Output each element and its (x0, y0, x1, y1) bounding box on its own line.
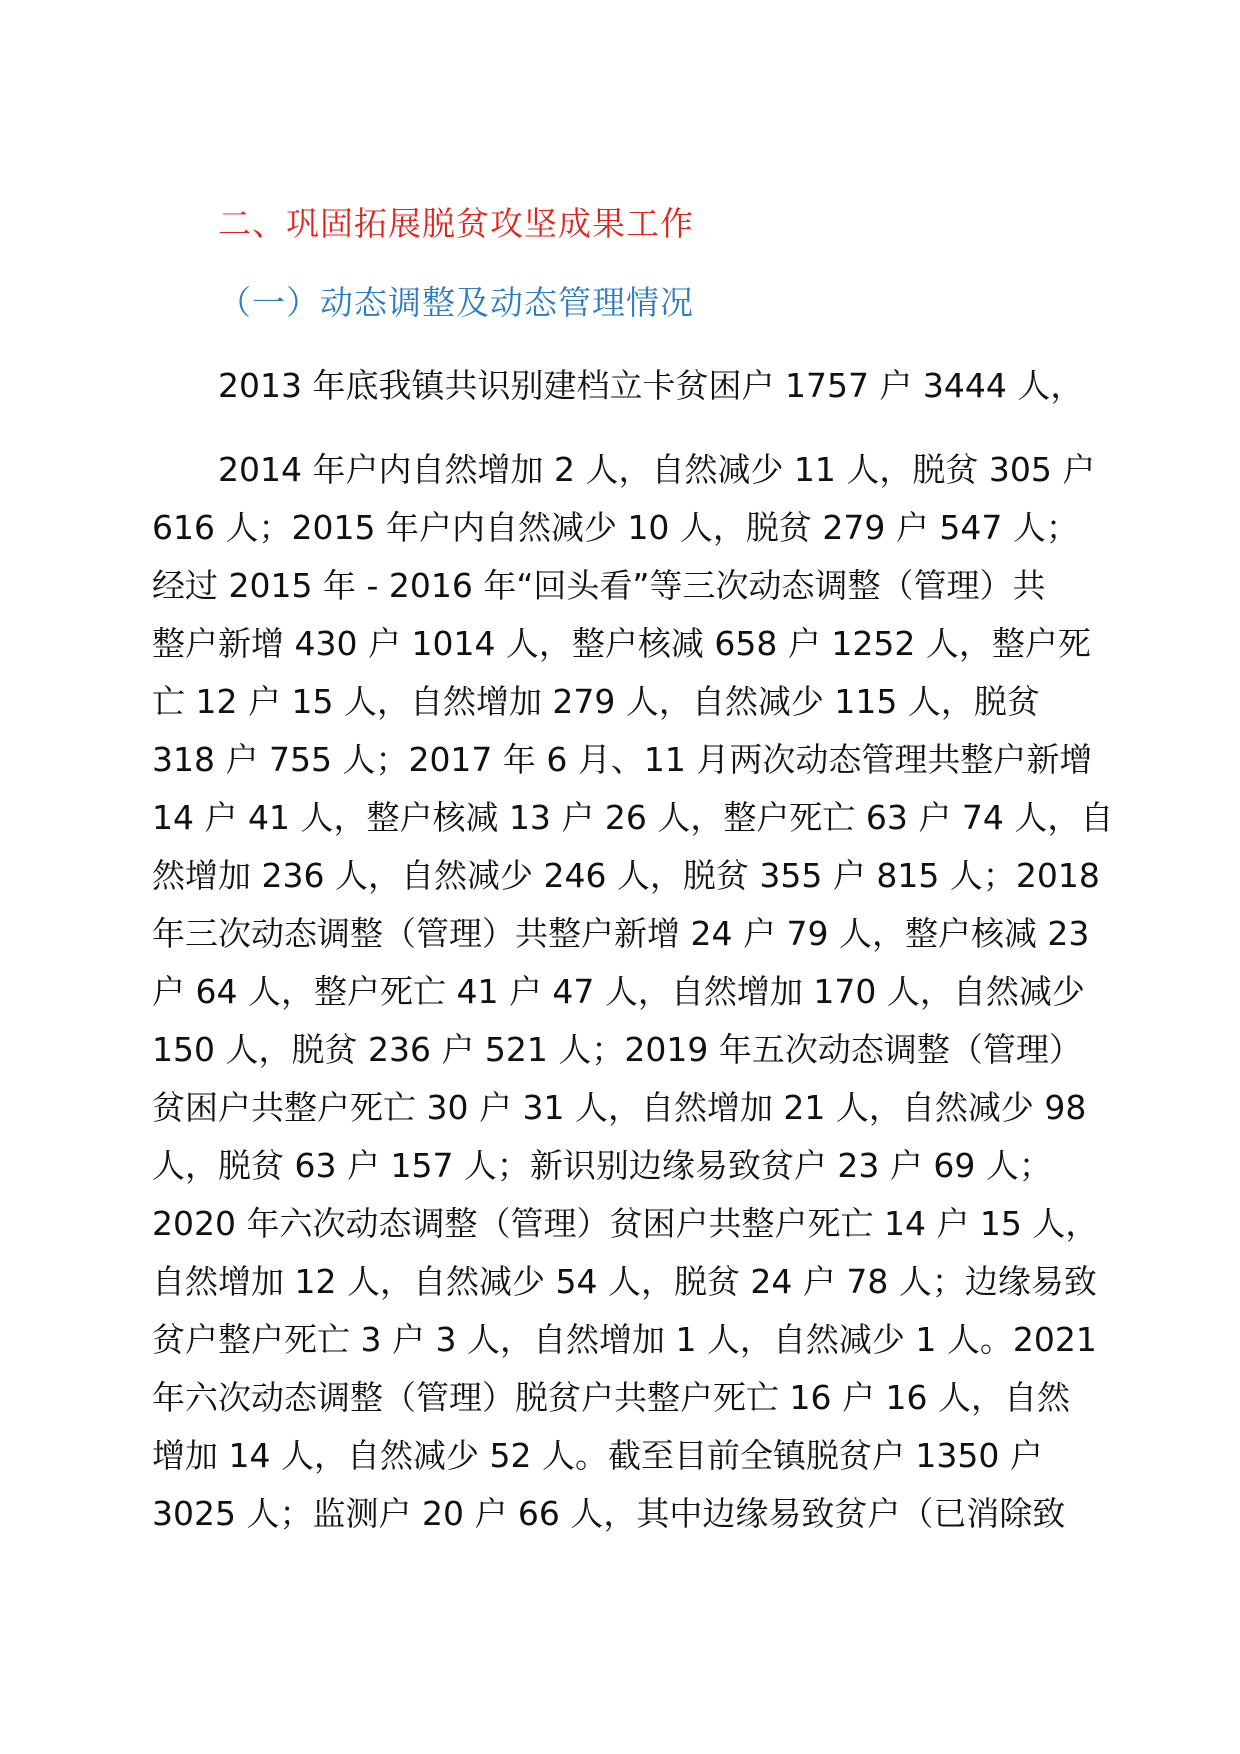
paragraph-line: 人，脱贫 63 户 157 人；新识别边缘易致贫户 23 户 69 人； (152, 1146, 1052, 1185)
paragraph-line: 616 人；2015 年户内自然减少 10 人，脱贫 279 户 547 人； (152, 508, 1079, 547)
paragraph-line: 经过 2015 年 - 2016 年“回头看”等三次动态调整（管理）共 (152, 566, 1046, 605)
paragraph-line: 年六次动态调整（管理）脱贫户共整户死亡 16 户 16 人，自然 (152, 1378, 1070, 1417)
paragraph-intro: 2013 年底我镇共识别建档立卡贫困户 1757 户 3444 人， (218, 366, 1084, 405)
paragraph-line: 增加 14 人，自然减少 52 人。截至目前全镇脱贫户 1350 户 (152, 1436, 1043, 1475)
paragraph-line: 自然增加 12 人，自然减少 54 人，脱贫 24 户 78 人；边缘易致 (152, 1262, 1097, 1301)
paragraph-line: 年三次动态调整（管理）共整户新增 24 户 79 人，整户核减 23 (152, 914, 1090, 953)
paragraph-line: 14 户 41 人，整户核减 13 户 26 人，整户死亡 63 户 74 人，自 (152, 798, 1114, 837)
paragraph-line: 然增加 236 人，自然减少 246 人，脱贫 355 户 815 人；2018 (152, 856, 1100, 895)
subsection-heading: （一）动态调整及动态管理情况 (218, 283, 694, 322)
paragraph-line: 3025 人；监测户 20 户 66 人，其中边缘易致贫户（已消除致 (152, 1494, 1066, 1533)
paragraph-line: 2014 年户内自然增加 2 人，自然减少 11 人，脱贫 305 户 (152, 450, 1096, 489)
paragraph-line: 亡 12 户 15 人，自然增加 279 人，自然减少 115 人，脱贫 (152, 682, 1040, 721)
paragraph-line: 150 人，脱贫 236 户 521 人；2019 年五次动态调整（管理） (152, 1030, 1082, 1069)
paragraph-body (152, 441, 1114, 1543)
paragraph-line: 318 户 755 人；2017 年 6 月、11 月两次动态管理共整户新增 (152, 740, 1093, 779)
paragraph-line: 2020 年六次动态调整（管理）贫困户共整户死亡 14 户 15 人， (152, 1204, 1099, 1243)
paragraph-line: 贫户整户死亡 3 户 3 人，自然增加 1 人，自然减少 1 人。2021 (152, 1320, 1097, 1359)
paragraph-line: 贫困户共整户死亡 30 户 31 人，自然增加 21 人，自然减少 98 (152, 1088, 1087, 1127)
paragraph-line: 户 64 人，整户死亡 41 户 47 人，自然增加 170 人，自然减少 (152, 972, 1085, 1011)
section-heading: 二、巩固拓展脱贫攻坚成果工作 (218, 204, 694, 243)
paragraph-line: 整户新增 430 户 1014 人，整户核减 658 户 1252 人，整户死 (152, 624, 1091, 663)
